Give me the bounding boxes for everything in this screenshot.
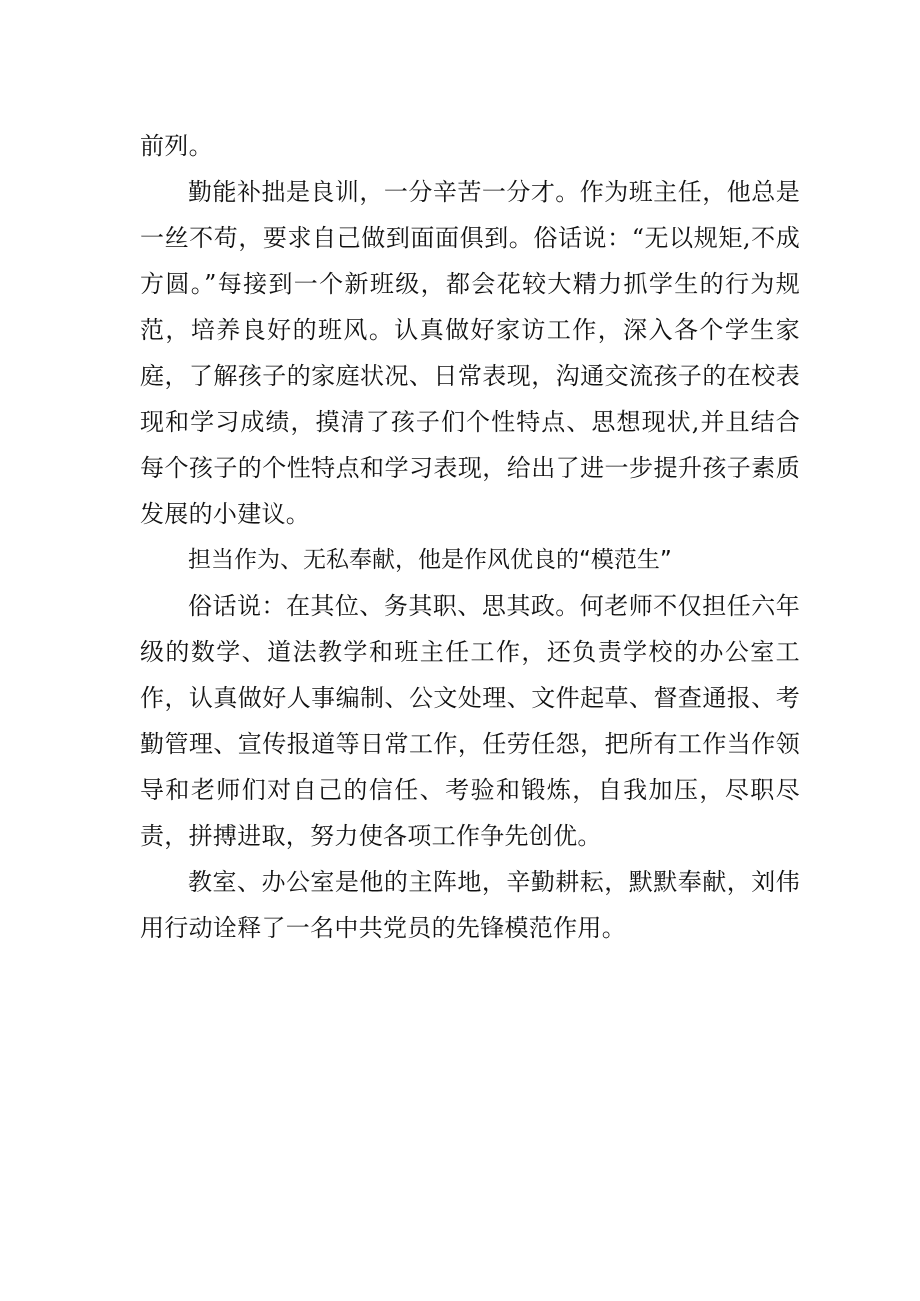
paragraph-conclusion: 教室、办公室是他的主阵地，辛勤耕耘，默默奉献，刘伟用行动诠释了一名中共党员的先锋模范作用。 (140, 868, 800, 942)
paragraph-office-work: 俗话说：在其位、务其职、思其政。何老师不仅担任六年级的数学、道法教学和班主任工作，还负责学校的办公室工作，认真做好人事编制、公文处理、文件起草、督查通报、考勤管理、宣传报道等日常工作，任劳任怨，把所有工作当作领导和老师们对自己的信任、考验和锻炼，自我加压，尽职尽责，拼搏进取，努力使各项工作争先创优。 (140, 592, 800, 850)
paragraph-continuation: 前列。 (140, 132, 213, 160)
section-heading: 担当作为、无私奉献，他是作风优良的“模范生” (188, 547, 672, 573)
paragraph-diligence: 勤能补拙是良训，一分辛苦一分才。作为班主任，他总是一丝不苟，要求自己做到面面俱到。俗话说：“无以规矩,不成方圆。”每接到一个新班级，都会花较大精力抓学生的行为规范，培养良好的班风。认真做好家访工作，深入各个学生家庭，了解孩子的家庭状况、日常表现，沟通交流孩子的在校表现和学习成绩，摸清了孩子们个性特点、思想现状,并且结合每个孩子的个性特点和学习表现，给出了进一步提升孩子素质发展的小建议。 (140, 178, 800, 528)
document-body (140, 123, 800, 951)
